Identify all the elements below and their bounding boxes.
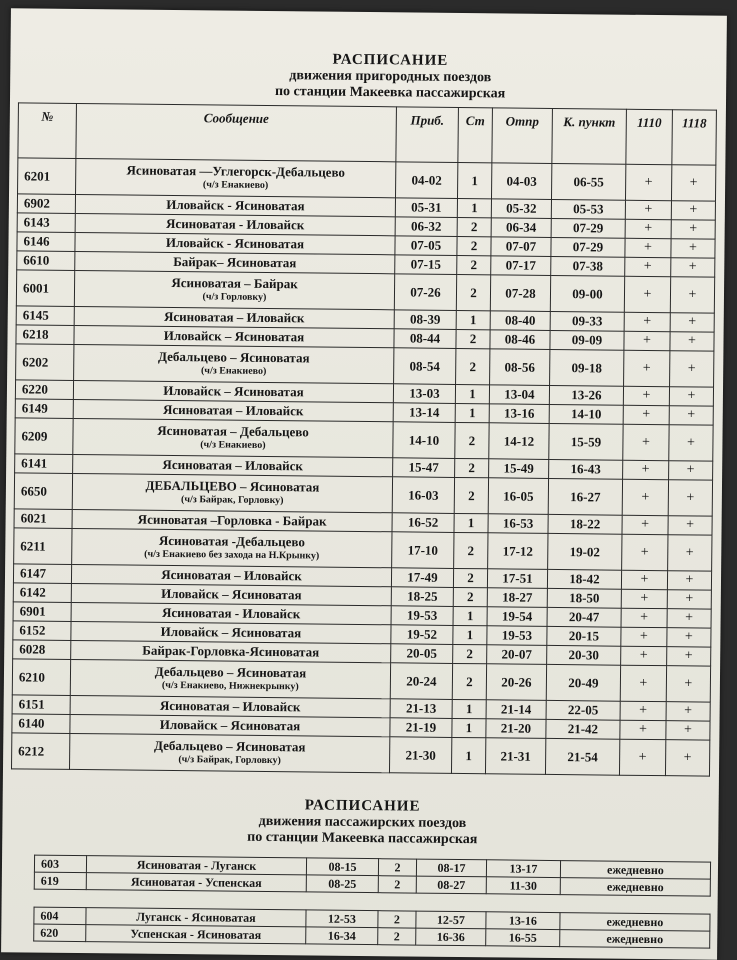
- destination-time: 21-54: [545, 738, 619, 775]
- departure-time: 16-53: [488, 514, 548, 534]
- stop-minutes: 2: [452, 663, 486, 699]
- stop-minutes: 2: [456, 329, 490, 348]
- destination-time: 13-17: [486, 860, 560, 878]
- day-mark-1118: +: [671, 239, 715, 258]
- destination-time: 16-55: [486, 929, 560, 947]
- arrival-time: 07-05: [395, 236, 457, 256]
- train-number: 6001: [16, 270, 74, 307]
- train-number: 6650: [14, 473, 72, 510]
- departure-time: 08-17: [416, 859, 486, 877]
- arrival-time: 08-44: [394, 329, 456, 349]
- day-mark-1118: +: [665, 740, 709, 776]
- stop-minutes: 2: [378, 859, 416, 876]
- route-name: Байрак– Ясиноватая: [173, 253, 297, 271]
- stop-minutes: 2: [378, 876, 416, 893]
- route-via: (ч/з Енакиево): [200, 438, 266, 451]
- stop-minutes: 1: [457, 162, 491, 198]
- departure-time: 04-03: [491, 163, 551, 200]
- train-number: 6143: [17, 213, 75, 233]
- destination-time: 22-05: [546, 700, 620, 720]
- train-number: 6610: [17, 251, 75, 271]
- heading-title: РАСПИСАНИЕ: [304, 797, 421, 815]
- table-header-row: [18, 103, 717, 165]
- departure-time: 08-46: [490, 330, 550, 350]
- departure-time: 07-07: [491, 237, 551, 257]
- train-number: 6210: [12, 659, 70, 696]
- destination-time: 18-42: [547, 569, 621, 589]
- day-mark-1118: +: [669, 387, 713, 406]
- arrival-time: 13-14: [393, 403, 455, 423]
- departure-time: 12-57: [416, 911, 486, 929]
- route-name: Дебальцево – Ясиноватая: [158, 348, 310, 365]
- route-name: Байрак-Горловка-Ясиноватая: [142, 642, 320, 660]
- route-name: Иловайск – Ясиноватая: [159, 716, 301, 734]
- day-mark-1118: +: [670, 332, 714, 351]
- day-mark-1118: +: [668, 516, 712, 535]
- arrival-time: 18-25: [391, 587, 453, 607]
- day-mark-1118: +: [670, 277, 714, 313]
- day-mark-1118: +: [669, 406, 713, 425]
- arrival-time: 16-03: [392, 477, 454, 514]
- run-days: ежедневно: [560, 930, 710, 949]
- departure-time: 17-12: [488, 533, 548, 570]
- stop-minutes: 1: [451, 737, 485, 773]
- day-mark-1118: +: [667, 590, 711, 609]
- stop-minutes: 1: [453, 625, 487, 644]
- day-mark-1110: +: [623, 386, 669, 405]
- departure-time: 19-54: [487, 607, 547, 627]
- day-mark-1110: +: [621, 627, 667, 646]
- arrival-time: 21-19: [390, 718, 452, 738]
- arrival-time: 21-30: [389, 737, 451, 774]
- stop-minutes: 2: [457, 217, 491, 236]
- departure-time: 18-27: [487, 588, 547, 608]
- train-number: 619: [34, 872, 86, 890]
- route-name: Ясиноватая – Иловайск: [162, 401, 304, 419]
- departure-time: 21-14: [486, 700, 546, 720]
- arrival-time: 07-26: [394, 274, 456, 311]
- day-mark-1118: +: [666, 721, 710, 740]
- day-mark-1110: +: [621, 570, 667, 589]
- route-name: Иловайск – Ясиноватая: [163, 382, 304, 400]
- day-mark-1110: +: [620, 665, 666, 701]
- route-name: Ясиноватая – Байрак: [171, 274, 298, 291]
- departure-time: 07-17: [491, 256, 551, 276]
- day-mark-1110: +: [619, 739, 665, 775]
- destination-time: 21-42: [546, 719, 620, 739]
- route-name: Ясиноватая - Иловайск: [161, 604, 301, 622]
- train-route: Успенская - Ясиноватая: [86, 925, 306, 944]
- departure-time: 17-51: [487, 569, 547, 589]
- train-number: 6902: [17, 194, 75, 214]
- train-route: Ясиноватая - Луганск: [86, 856, 306, 875]
- destination-time: 20-47: [547, 607, 621, 627]
- route-via: (ч/з Енакиево): [202, 178, 269, 191]
- day-mark-1110: +: [621, 589, 667, 608]
- destination-time: 09-00: [550, 275, 624, 312]
- stop-minutes: 2: [456, 348, 490, 384]
- stop-minutes: 2: [457, 236, 491, 255]
- destination-time: 20-30: [547, 645, 621, 665]
- table-row: [11, 733, 709, 776]
- train-number: 6021: [14, 509, 72, 529]
- day-mark-1118: +: [670, 351, 714, 387]
- train-route: [72, 528, 392, 567]
- day-mark-1110: +: [625, 257, 671, 276]
- departure-time: 15-49: [489, 459, 549, 479]
- stop-minutes: 2: [378, 911, 416, 928]
- arrival-time: 04-02: [395, 162, 457, 199]
- destination-time: 05-53: [551, 199, 625, 219]
- column-header: 1110: [626, 109, 673, 164]
- train-number: 6146: [17, 232, 75, 252]
- day-mark-1118: +: [671, 258, 715, 277]
- day-mark-1110: +: [622, 479, 668, 515]
- route-via: (ч/з Енакиево, Нижнекрынку): [161, 679, 299, 692]
- departure-time: 14-12: [489, 423, 549, 460]
- day-mark-1110: +: [622, 534, 668, 570]
- destination-time: 19-02: [548, 533, 622, 570]
- train-route: [70, 659, 390, 698]
- destination-time: 11-30: [486, 877, 560, 895]
- column-header: 1118: [672, 110, 717, 165]
- arrival-time: 15-47: [393, 458, 455, 478]
- arrival-time: 12-53: [306, 910, 378, 928]
- train-number: 6028: [13, 640, 71, 660]
- destination-time: 09-09: [550, 330, 624, 350]
- stop-minutes: 1: [455, 403, 489, 422]
- day-mark-1110: +: [620, 701, 666, 720]
- train-number: 6212: [11, 733, 69, 770]
- stop-minutes: 2: [454, 532, 488, 568]
- departure-time: 16-05: [488, 478, 548, 515]
- day-mark-1118: +: [669, 461, 713, 480]
- destination-time: 15-59: [549, 423, 623, 460]
- stop-minutes: 1: [454, 513, 488, 532]
- train-number: 6218: [16, 325, 74, 345]
- stop-minutes: 2: [453, 587, 487, 606]
- train-route: [73, 418, 393, 457]
- day-mark-1110: +: [623, 405, 669, 424]
- day-mark-1118: +: [666, 666, 710, 702]
- train-number: 603: [34, 855, 86, 873]
- train-number: 6147: [13, 564, 71, 584]
- stop-minutes: 1: [453, 606, 487, 625]
- route-name: Ясиноватая – Дебальцево: [157, 422, 309, 439]
- destination-time: 07-29: [551, 218, 625, 238]
- departure-time: 16-36: [416, 928, 486, 946]
- arrival-time: 14-10: [393, 422, 455, 459]
- stop-minutes: 1: [452, 699, 486, 718]
- route-via: (ч/з Енакиево): [200, 364, 267, 377]
- departure-time: 06-34: [491, 218, 551, 238]
- destination-time: 20-49: [546, 664, 620, 701]
- stop-minutes: 1: [456, 310, 490, 329]
- schedule-sheet: [1, 8, 727, 959]
- passenger-table-outbound: [34, 855, 711, 897]
- departure-time: 08-40: [490, 311, 550, 331]
- destination-time: 18-22: [548, 514, 622, 534]
- run-days: ежедневно: [560, 913, 710, 932]
- train-number: 6211: [14, 528, 72, 565]
- day-mark-1110: +: [625, 219, 671, 238]
- arrival-time: 16-34: [306, 927, 378, 945]
- arrival-time: 05-31: [395, 198, 457, 218]
- route-name: Иловайск – Ясиноватая: [160, 623, 302, 641]
- train-route: Луганск - Ясиноватая: [86, 908, 306, 927]
- day-mark-1110: +: [624, 276, 670, 312]
- train-route: Ясиноватая - Успенская: [86, 873, 306, 892]
- day-mark-1110: +: [621, 608, 667, 627]
- departure-time: 20-07: [487, 645, 547, 665]
- stop-minutes: 1: [455, 384, 489, 403]
- arrival-time: 17-49: [391, 568, 453, 588]
- heading-line-1: движения пассажирских поездов: [258, 814, 467, 832]
- stop-minutes: 2: [378, 928, 416, 945]
- train-route: [72, 473, 392, 512]
- day-mark-1118: +: [671, 165, 715, 201]
- train-number: 6201: [18, 158, 76, 195]
- route-name: Иловайск - Ясиноватая: [165, 234, 305, 252]
- arrival-time: 13-03: [393, 384, 455, 404]
- arrival-time: 08-15: [306, 858, 378, 876]
- destination-time: 07-38: [551, 256, 625, 276]
- day-mark-1118: +: [671, 220, 715, 239]
- day-mark-1110: +: [622, 515, 668, 534]
- suburban-schedule-heading: [130, 50, 650, 105]
- run-days: ежедневно: [560, 878, 710, 897]
- train-number: 620: [34, 924, 86, 942]
- departure-time: 21-31: [485, 738, 545, 775]
- stop-minutes: 2: [457, 255, 491, 274]
- destination-time: 09-33: [550, 311, 624, 331]
- train-route: [74, 344, 394, 383]
- train-number: 6140: [12, 714, 70, 734]
- day-mark-1110: +: [625, 164, 671, 200]
- departure-time: 05-32: [491, 199, 551, 219]
- day-mark-1118: +: [669, 425, 713, 461]
- arrival-time: 06-32: [395, 217, 457, 237]
- column-header: К. пункт: [552, 108, 627, 164]
- train-number: 6142: [13, 583, 71, 603]
- stop-minutes: 2: [453, 568, 487, 587]
- stop-minutes: 1: [457, 198, 491, 217]
- day-mark-1118: +: [668, 535, 712, 571]
- train-number: 6220: [15, 380, 73, 400]
- arrival-time: 08-25: [306, 875, 378, 893]
- stop-minutes: 2: [454, 477, 488, 513]
- day-mark-1110: +: [623, 424, 669, 460]
- day-mark-1110: +: [625, 200, 671, 219]
- heading-line-1: движения пригородных поездов: [289, 68, 492, 86]
- destination-time: 16-27: [548, 478, 622, 515]
- route-name: Иловайск - Ясиноватая: [166, 196, 305, 214]
- route-via: (ч/з Енакиево без захода на Н.Крынку): [144, 548, 320, 562]
- departure-time: 20-26: [486, 664, 546, 701]
- day-mark-1110: +: [624, 331, 670, 350]
- arrival-time: 19-52: [391, 625, 453, 645]
- route-via: (ч/з Байрак, Горловку): [181, 493, 284, 506]
- day-mark-1110: +: [620, 720, 666, 739]
- train-number: 6149: [15, 399, 73, 419]
- departure-time: 08-56: [490, 349, 550, 386]
- departure-time: 13-04: [489, 385, 549, 405]
- route-name: Дебальцево – Ясиноватая: [153, 737, 306, 754]
- arrival-time: 21-13: [390, 699, 452, 719]
- route-name: Ясиноватая –Горловка - Байрак: [137, 511, 327, 529]
- train-number: 6151: [12, 695, 70, 715]
- train-number: 6209: [15, 418, 73, 455]
- route-name: Ясиноватая – Иловайск: [162, 456, 303, 474]
- arrival-time: 07-15: [395, 255, 457, 275]
- train-number: 6141: [15, 454, 73, 474]
- day-mark-1110: +: [624, 312, 670, 331]
- day-mark-1118: +: [670, 313, 714, 332]
- destination-time: 07-29: [551, 237, 625, 257]
- day-mark-1118: +: [667, 609, 711, 628]
- stop-minutes: 2: [456, 274, 490, 310]
- destination-time: 20-15: [547, 626, 621, 646]
- train-number: 6145: [16, 306, 74, 326]
- column-header: Приб.: [396, 107, 459, 163]
- route-name: ДЕБАЛЬЦЕВО – Ясиноватая: [145, 477, 320, 495]
- arrival-time: 20-05: [391, 644, 453, 664]
- day-mark-1118: +: [667, 628, 711, 647]
- route-name: Ясиноватая – Иловайск: [161, 566, 302, 584]
- departure-time: 07-28: [490, 275, 550, 312]
- stop-minutes: 1: [452, 718, 486, 737]
- column-header: Ст: [458, 107, 493, 162]
- train-number: 6202: [16, 344, 74, 381]
- route-name: Ясиноватая —Углегорск-Дебальцево: [126, 161, 346, 180]
- day-mark-1110: +: [623, 460, 669, 479]
- column-header: Сообщение: [76, 103, 397, 161]
- passenger-table-inbound: [33, 907, 710, 949]
- day-mark-1118: +: [666, 702, 710, 721]
- route-name: Дебальцево – Ясиноватая: [154, 663, 307, 680]
- train-number: 6901: [13, 602, 71, 622]
- departure-time: 21-20: [486, 719, 546, 739]
- column-header: Отпр: [492, 108, 553, 164]
- arrival-time: 20-24: [390, 663, 452, 700]
- day-mark-1118: +: [667, 571, 711, 590]
- train-number: 604: [34, 907, 86, 925]
- day-mark-1110: +: [625, 238, 671, 257]
- stop-minutes: 2: [455, 458, 489, 477]
- train-route: [74, 270, 394, 309]
- day-mark-1110: +: [624, 350, 670, 386]
- arrival-time: 16-52: [392, 513, 454, 533]
- departure-time: 08-27: [416, 876, 486, 894]
- destination-time: 16-43: [549, 459, 623, 479]
- suburban-schedule-table: [11, 102, 717, 776]
- column-header: №: [18, 103, 77, 159]
- run-days: ежедневно: [560, 861, 710, 880]
- heading-line-2: по станции Макеевка пассажирская: [274, 84, 506, 102]
- destination-time: 14-10: [549, 404, 623, 424]
- day-mark-1118: +: [671, 201, 715, 220]
- arrival-time: 19-53: [391, 606, 453, 626]
- arrival-time: 17-10: [392, 532, 454, 569]
- stop-minutes: 2: [455, 422, 489, 458]
- route-name: Ясиноватая -Дебальцево: [158, 532, 305, 549]
- route-name: Иловайск – Ясиноватая: [163, 327, 305, 345]
- departure-time: 19-53: [487, 626, 547, 646]
- train-route: [69, 733, 389, 772]
- train-route: [76, 158, 396, 197]
- departure-time: 13-16: [489, 404, 549, 424]
- route-name: Иловайск – Ясиноватая: [161, 585, 302, 603]
- day-mark-1110: +: [621, 646, 667, 665]
- heading-title: РАСПИСАНИЕ: [332, 51, 449, 69]
- destination-time: 13-16: [486, 912, 560, 930]
- route-name: Ясиноватая - Иловайск: [165, 215, 305, 233]
- day-mark-1118: +: [667, 647, 711, 666]
- train-number: 6152: [13, 621, 71, 641]
- route-name: Ясиноватая – Иловайск: [163, 308, 305, 326]
- stop-minutes: 2: [453, 644, 487, 663]
- passenger-schedule-heading: [102, 795, 622, 850]
- day-mark-1118: +: [668, 480, 712, 516]
- route-via: (ч/з Байрак, Горловку): [178, 753, 281, 766]
- destination-time: 09-18: [550, 349, 624, 386]
- arrival-time: 08-54: [394, 348, 456, 385]
- destination-time: 13-26: [549, 385, 623, 405]
- destination-time: 18-50: [547, 588, 621, 608]
- route-via: (ч/з Горловку): [202, 290, 267, 303]
- arrival-time: 08-39: [394, 310, 456, 330]
- heading-line-2: по станции Макеевка пассажирская: [247, 830, 478, 848]
- destination-time: 06-55: [551, 163, 625, 200]
- route-name: Ясиноватая – Иловайск: [159, 697, 301, 715]
